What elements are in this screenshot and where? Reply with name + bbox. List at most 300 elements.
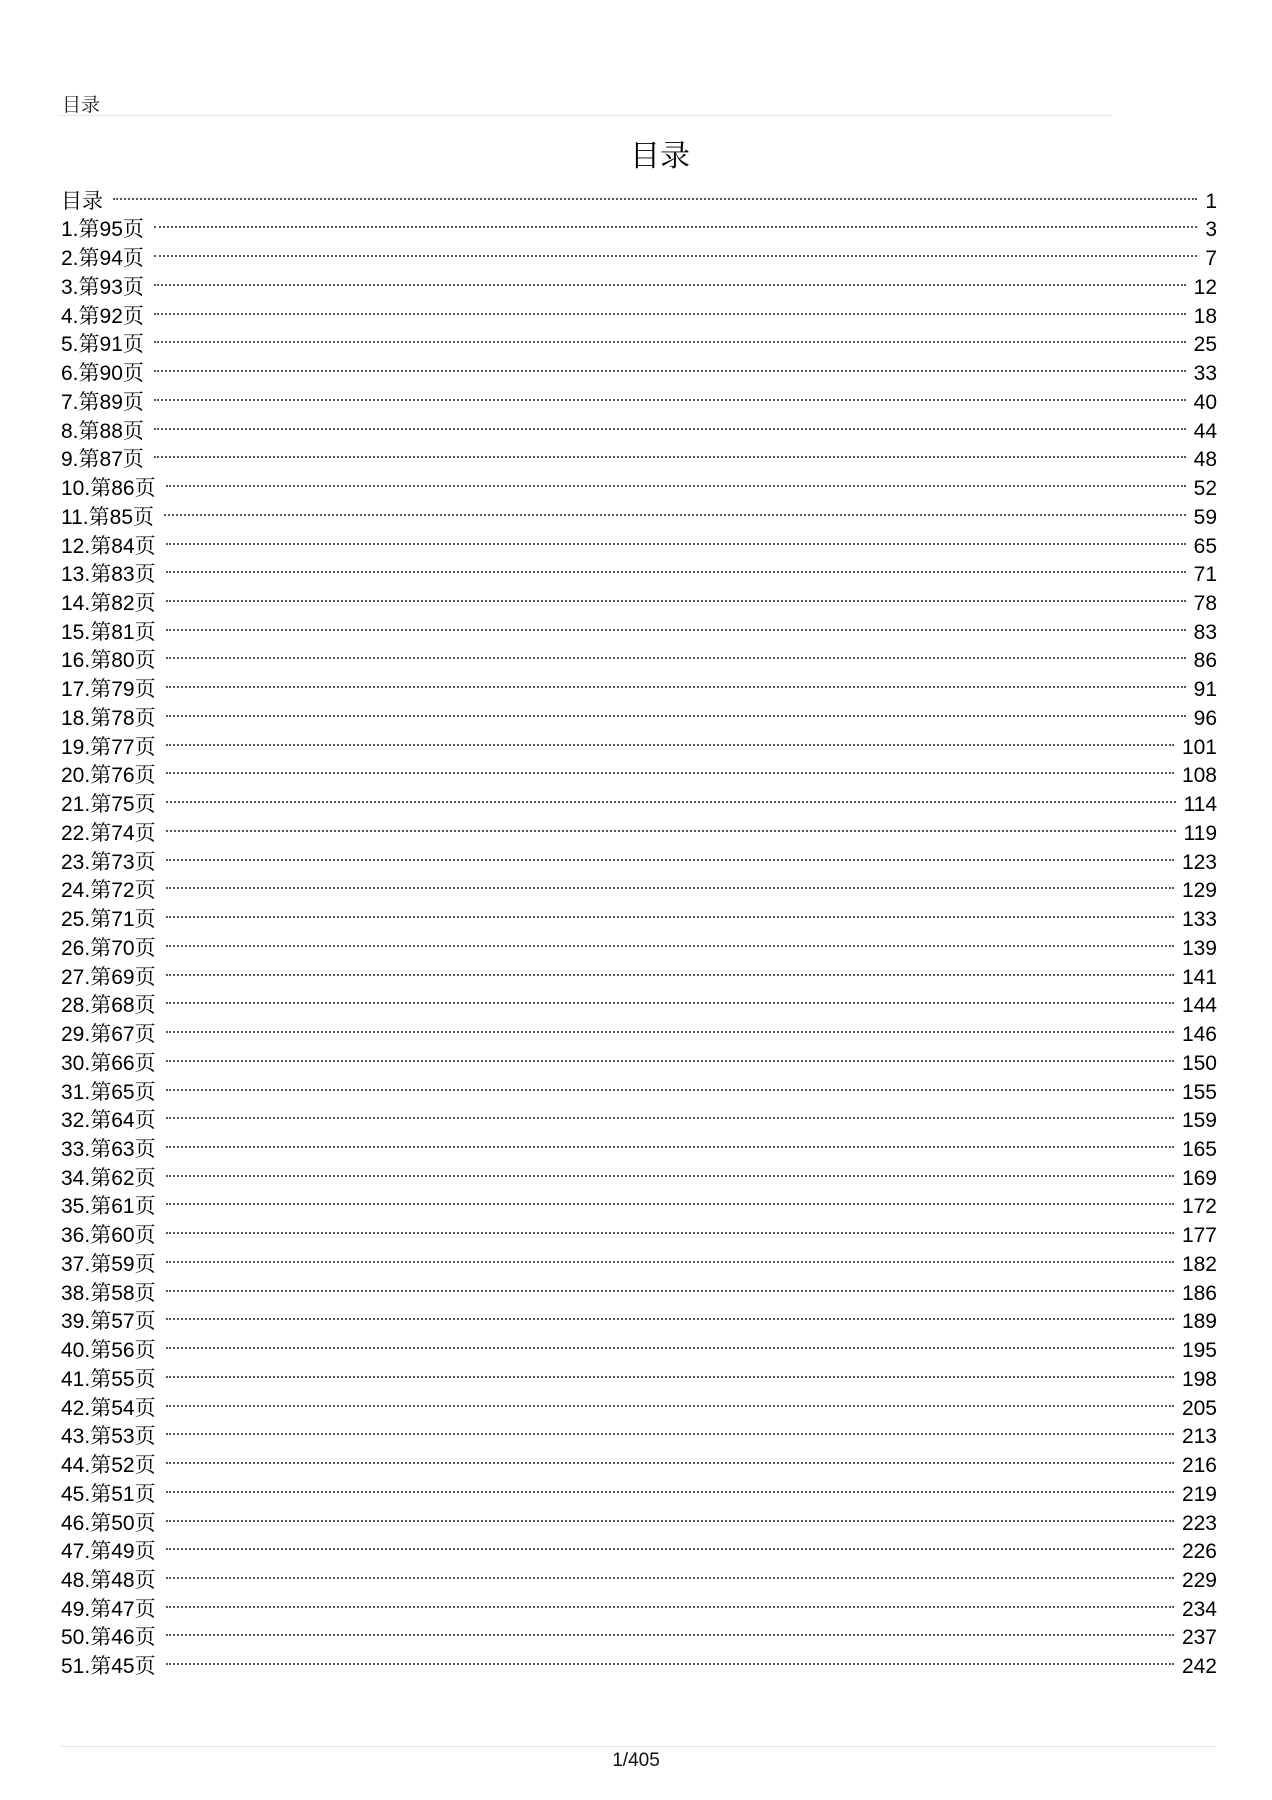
- toc-entry[interactable]: [61, 1070, 1217, 1104]
- toc-entry-page: 234: [1181, 1597, 1217, 1621]
- toc-entry-page: 237: [1181, 1626, 1217, 1650]
- toc-dot-leader: [166, 581, 1186, 610]
- toc-entry-label: [61, 359, 154, 389]
- toc-entry[interactable]: [61, 351, 1217, 386]
- toc-entry-page: 83: [1193, 620, 1217, 644]
- toc-entry-label: [61, 876, 166, 906]
- toc-dot-leader: [166, 1213, 1174, 1242]
- toc-entry-page: 123: [1181, 850, 1217, 874]
- toc-dot-leader: [166, 1185, 1174, 1214]
- toc-entry-page: 226: [1181, 1540, 1217, 1564]
- toc-entry-page: 169: [1181, 1166, 1217, 1190]
- toc-entry[interactable]: [61, 438, 1217, 472]
- toc-entry-label: [61, 503, 164, 533]
- toc-dot-leader: [154, 323, 1186, 352]
- toc-entry-text: 第77页: [90, 734, 156, 759]
- toc-entry-label: [61, 1509, 166, 1539]
- toc-dot-leader: [166, 811, 1176, 840]
- toc-entry[interactable]: [61, 1300, 1217, 1334]
- toc-entry-text: 第84页: [90, 533, 156, 558]
- toc-entry[interactable]: [61, 1386, 1217, 1420]
- toc-entry-text: 第92页: [78, 303, 144, 328]
- toc-entry-number: 49.: [61, 1597, 91, 1621]
- toc-entry-text: 第82页: [90, 591, 156, 616]
- toc-entry[interactable]: [61, 265, 1217, 299]
- toc-entry-number: 11.: [61, 505, 89, 529]
- toc-entry-label: [61, 330, 154, 360]
- toc-entry[interactable]: [61, 294, 1217, 328]
- toc-dot-leader: [166, 1386, 1174, 1415]
- toc-entry-number: 12.: [61, 534, 91, 558]
- toc-entry-label: [61, 733, 166, 763]
- toc-entry-text: 第64页: [90, 1108, 156, 1133]
- toc-entry-text: 第49页: [90, 1539, 156, 1564]
- toc-entry-page: 91: [1193, 678, 1217, 702]
- toc-entry-text: 第53页: [90, 1424, 156, 1449]
- toc-entry-page: 119: [1183, 821, 1217, 845]
- toc-entry-text: 第76页: [90, 763, 156, 788]
- toc-entry[interactable]: [61, 1012, 1217, 1047]
- toc-dot-leader: [166, 1501, 1174, 1530]
- toc-dot-leader: [166, 1127, 1174, 1156]
- toc-entry[interactable]: [61, 926, 1217, 960]
- toc-entry-number: 43.: [61, 1425, 91, 1449]
- toc-entry-label: [61, 1451, 166, 1481]
- toc-entry[interactable]: [61, 1530, 1217, 1564]
- toc-entry-label: [61, 1192, 166, 1222]
- header-divider: [60, 115, 1112, 116]
- toc-entry-page: 186: [1181, 1281, 1217, 1305]
- toc-entry-page: 172: [1181, 1195, 1217, 1219]
- toc-entry[interactable]: [61, 1127, 1217, 1161]
- toc-entry[interactable]: [61, 581, 1217, 616]
- toc-entry-text: 第89页: [78, 389, 144, 414]
- toc-entry-text: 第95页: [78, 217, 144, 242]
- toc-entry-page: 155: [1181, 1080, 1217, 1104]
- toc-entry-text: 第48页: [90, 1567, 156, 1592]
- toc-entry-page: 213: [1181, 1425, 1217, 1449]
- toc-entry-page: 144: [1181, 994, 1217, 1018]
- toc-entry-number: 50.: [61, 1626, 91, 1650]
- toc-entry[interactable]: [61, 380, 1217, 414]
- toc-entry-label: [61, 675, 166, 705]
- toc-dot-leader: [154, 236, 1197, 265]
- toc-title: 目录: [630, 139, 690, 174]
- toc-entry-label: [61, 388, 154, 418]
- toc-entry-page: 165: [1181, 1137, 1217, 1161]
- toc-entry-text: 第72页: [90, 878, 156, 903]
- toc-entry[interactable]: [61, 524, 1217, 558]
- toc-entry[interactable]: [61, 984, 1217, 1018]
- toc-entry-number: 3.: [61, 275, 79, 299]
- toc-entry-number: 13.: [61, 563, 91, 587]
- toc-entry-label: [61, 445, 154, 475]
- toc-dot-leader: [166, 1616, 1174, 1645]
- toc-entry-page: 141: [1181, 965, 1217, 989]
- toc-entry-label: [61, 1480, 166, 1510]
- toc-entry-number: 48.: [61, 1568, 91, 1592]
- toc-entry-label: [61, 244, 154, 274]
- toc-entry-number: 31.: [61, 1080, 91, 1104]
- toc-entry-number: 36.: [61, 1224, 91, 1248]
- toc-entry-number: 32.: [61, 1109, 91, 1133]
- toc-entry-label: [61, 1537, 166, 1567]
- toc-entry-page: 159: [1181, 1109, 1217, 1133]
- toc-entry-number: 4.: [61, 304, 79, 328]
- toc-dot-leader: [166, 1644, 1174, 1673]
- toc-entry-text: 第71页: [90, 907, 156, 932]
- toc-entry-page: 229: [1181, 1568, 1217, 1592]
- toc-entry-text: 第46页: [90, 1625, 156, 1650]
- toc-entry-text: 第85页: [88, 504, 154, 529]
- toc-entry[interactable]: [61, 1443, 1217, 1478]
- toc-entry-text: 第86页: [90, 476, 156, 501]
- toc-entry-number: 45.: [61, 1482, 91, 1506]
- page-number: 1/405: [612, 1750, 660, 1771]
- toc-entry-number: 17.: [61, 678, 91, 702]
- toc-entry-text: 第60页: [90, 1223, 156, 1248]
- toc-entry-number: 2.: [61, 247, 79, 271]
- toc-entry[interactable]: [61, 1616, 1217, 1650]
- toc-entry[interactable]: [61, 897, 1217, 932]
- toc-dot-leader: [166, 1587, 1174, 1616]
- toc-entry-number: 47.: [61, 1540, 91, 1564]
- toc-entry-page: 216: [1181, 1454, 1217, 1478]
- toc-entry-page: 133: [1181, 908, 1217, 932]
- toc-entry-label: [61, 704, 166, 734]
- running-header: 目录: [62, 94, 101, 116]
- toc-entry-label: [61, 302, 154, 332]
- toc-entry-text: 第62页: [90, 1165, 156, 1190]
- toc-entry-page: 44: [1193, 419, 1217, 443]
- toc-entry-label: [61, 1135, 166, 1165]
- toc-entry-page: 101: [1181, 735, 1217, 759]
- toc-entry[interactable]: [61, 725, 1217, 759]
- toc-entry-number: 51.: [61, 1655, 91, 1679]
- toc-dot-leader: [166, 1558, 1174, 1587]
- toc-dot-leader: [154, 294, 1186, 323]
- toc-dot-leader: [166, 782, 1176, 811]
- toc-dot-leader: [166, 869, 1174, 898]
- toc-entry-label: [61, 1164, 166, 1194]
- toc-entry-page: 114: [1183, 793, 1217, 817]
- toc-entry-page: 1: [1205, 189, 1217, 213]
- toc-entry-page: 71: [1193, 563, 1217, 587]
- toc-entry-text: 第56页: [90, 1338, 156, 1363]
- toc-entry-page: 219: [1181, 1482, 1217, 1506]
- toc-dot-leader: [154, 438, 1186, 467]
- toc-entry-number: 9.: [61, 448, 79, 472]
- toc-list: [61, 179, 1217, 1679]
- toc-entry-text: 第67页: [90, 1022, 156, 1047]
- toc-entry-number: 41.: [61, 1367, 91, 1391]
- toc-entry[interactable]: [61, 811, 1217, 845]
- toc-entry-label: [61, 1307, 166, 1337]
- toc-entry-label: [61, 646, 166, 676]
- toc-entry-number: 18.: [61, 706, 91, 730]
- toc-entry-text: 第74页: [90, 820, 156, 845]
- toc-entry-label: [61, 1422, 166, 1452]
- toc-entry-page: 177: [1181, 1224, 1217, 1248]
- toc-entry[interactable]: [61, 782, 1217, 817]
- toc-entry-text: 第50页: [90, 1510, 156, 1535]
- toc-entry-number: 10.: [61, 477, 91, 501]
- toc-entry[interactable]: [61, 466, 1217, 501]
- toc-entry[interactable]: [61, 1472, 1217, 1506]
- toc-entry-label: [61, 1336, 166, 1366]
- toc-entry-number: 20.: [61, 764, 91, 788]
- toc-entry-number: 28.: [61, 994, 91, 1018]
- toc-entry-label: [61, 934, 166, 964]
- toc-dot-leader: [166, 1357, 1174, 1386]
- toc-entry-page: 146: [1181, 1023, 1217, 1047]
- toc-entry[interactable]: [61, 1185, 1217, 1219]
- toc-entry[interactable]: [61, 696, 1217, 730]
- toc-entry-number: 40.: [61, 1339, 91, 1363]
- toc-entry-label: [61, 1365, 166, 1395]
- toc-dot-leader: [166, 1070, 1174, 1099]
- toc-entry-label: [61, 1652, 166, 1682]
- toc-entry-text: 第54页: [90, 1395, 156, 1420]
- toc-entry[interactable]: [61, 1099, 1217, 1133]
- toc-entry-text: 目录: [61, 188, 103, 213]
- toc-dot-leader: [113, 179, 1197, 208]
- toc-entry[interactable]: [61, 955, 1217, 989]
- toc-entry-page: 33: [1193, 362, 1217, 386]
- toc-dot-leader: [166, 553, 1186, 582]
- toc-entry[interactable]: [61, 236, 1217, 271]
- toc-entry-text: 第70页: [90, 935, 156, 960]
- toc-entry-text: 第91页: [78, 332, 144, 357]
- toc-entry-page: 12: [1193, 275, 1217, 299]
- toc-entry-label: [61, 1623, 166, 1653]
- toc-dot-leader: [166, 639, 1186, 668]
- toc-entry-page: 48: [1193, 448, 1217, 472]
- toc-entry[interactable]: [61, 1242, 1217, 1276]
- toc-entry-label: [61, 560, 166, 590]
- toc-entry[interactable]: [61, 495, 1217, 529]
- toc-dot-leader: [166, 840, 1174, 869]
- toc-dot-leader: [166, 466, 1186, 495]
- toc-entry-text: 第69页: [90, 964, 156, 989]
- toc-entry-text: 第45页: [90, 1654, 156, 1679]
- toc-entry-text: 第83页: [90, 562, 156, 587]
- toc-entry-label: [61, 1595, 166, 1625]
- toc-entry-label: [61, 532, 166, 562]
- toc-entry[interactable]: [61, 754, 1217, 788]
- toc-dot-leader: [166, 897, 1174, 926]
- toc-entry-number: 16.: [61, 649, 91, 673]
- toc-entry-number: 22.: [61, 821, 91, 845]
- toc-entry-number: 5.: [61, 333, 79, 357]
- toc-entry-page: 139: [1181, 936, 1217, 960]
- toc-entry-number: 24.: [61, 879, 91, 903]
- toc-entry-text: 第66页: [90, 1050, 156, 1075]
- toc-entry-number: 37.: [61, 1252, 91, 1276]
- toc-entry[interactable]: [61, 323, 1217, 357]
- toc-entry-page: 195: [1181, 1339, 1217, 1363]
- toc-entry-label: [61, 991, 166, 1021]
- toc-entry-text: 第88页: [78, 418, 144, 443]
- toc-entry-number: 29.: [61, 1023, 91, 1047]
- toc-entry-text: 第57页: [90, 1309, 156, 1334]
- toc-entry-number: 33.: [61, 1137, 91, 1161]
- toc-entry[interactable]: [61, 869, 1217, 903]
- toc-entry-text: 第59页: [90, 1251, 156, 1276]
- toc-entry[interactable]: [61, 1328, 1217, 1363]
- toc-entry[interactable]: [61, 1415, 1217, 1449]
- toc-dot-leader: [166, 696, 1186, 725]
- toc-entry-label: [61, 273, 154, 303]
- toc-entry[interactable]: [61, 667, 1217, 702]
- toc-entry-page: 86: [1193, 649, 1217, 673]
- toc-dot-leader: [166, 1472, 1174, 1501]
- toc-dot-leader: [166, 1530, 1174, 1559]
- toc-entry-text: 第90页: [78, 361, 144, 386]
- toc-entry-label: [61, 1078, 166, 1108]
- toc-dot-leader: [166, 955, 1174, 984]
- toc-entry-number: 7.: [61, 390, 79, 414]
- toc-entry-text: 第78页: [90, 705, 156, 730]
- toc-entry[interactable]: [61, 1041, 1217, 1075]
- toc-entry-page: 108: [1181, 764, 1217, 788]
- toc-entry-page: 3: [1205, 218, 1217, 242]
- toc-dot-leader: [166, 754, 1174, 783]
- toc-entry-text: 第68页: [90, 993, 156, 1018]
- toc-entry-text: 第51页: [90, 1481, 156, 1506]
- toc-entry-page: 198: [1181, 1367, 1217, 1391]
- toc-dot-leader: [166, 1415, 1174, 1444]
- toc-entry-number: 30.: [61, 1051, 91, 1075]
- toc-entry-page: 150: [1181, 1051, 1217, 1075]
- toc-entry[interactable]: [61, 1213, 1217, 1248]
- toc-entry-label: [61, 187, 113, 217]
- toc-entry-label: [61, 1566, 166, 1596]
- toc-entry[interactable]: [61, 639, 1217, 673]
- toc-entry-label: [61, 474, 166, 504]
- toc-dot-leader: [166, 1443, 1174, 1472]
- toc-entry-number: 15.: [61, 620, 91, 644]
- toc-entry-page: 189: [1181, 1310, 1217, 1334]
- toc-entry-text: 第73页: [90, 849, 156, 874]
- toc-dot-leader: [154, 409, 1186, 438]
- toc-dot-leader: [166, 984, 1174, 1013]
- toc-dot-leader: [166, 1271, 1174, 1300]
- toc-dot-leader: [166, 1242, 1174, 1271]
- toc-dot-leader: [166, 667, 1186, 696]
- toc-entry-number: 38.: [61, 1281, 91, 1305]
- toc-entry-label: [61, 790, 166, 820]
- toc-entry-number: 44.: [61, 1454, 91, 1478]
- toc-entry-page: 182: [1181, 1252, 1217, 1276]
- toc-entry[interactable]: [61, 208, 1217, 242]
- toc-entry-text: 第55页: [90, 1366, 156, 1391]
- toc-entry[interactable]: [61, 1357, 1217, 1391]
- toc-entry-number: 39.: [61, 1310, 91, 1334]
- toc-entry-page: 129: [1181, 879, 1217, 903]
- toc-entry[interactable]: [61, 840, 1217, 874]
- toc-entry-label: [61, 417, 154, 447]
- toc-entry-text: 第81页: [90, 619, 156, 644]
- toc-entry-page: 65: [1193, 534, 1217, 558]
- toc-entry-number: 23.: [61, 850, 91, 874]
- toc-entry-number: 19.: [61, 735, 91, 759]
- toc-entry-page: 18: [1193, 304, 1217, 328]
- toc-entry-label: [61, 1106, 166, 1136]
- toc-dot-leader: [154, 351, 1186, 380]
- toc-entry-number: 35.: [61, 1195, 91, 1219]
- toc-entry-label: [61, 1221, 166, 1251]
- toc-entry-text: 第94页: [78, 246, 144, 271]
- toc-entry[interactable]: [61, 1156, 1217, 1190]
- toc-entry-text: 第61页: [90, 1194, 156, 1219]
- toc-entry-label: [61, 1049, 166, 1079]
- toc-dot-leader: [154, 380, 1186, 409]
- toc-entry[interactable]: [61, 409, 1217, 443]
- toc-entry-text: 第80页: [90, 648, 156, 673]
- toc-entry[interactable]: [61, 1558, 1217, 1592]
- toc-entry-label: [61, 1020, 166, 1050]
- toc-entry-label: [61, 1279, 166, 1309]
- toc-entry-label: [61, 761, 166, 791]
- toc-entry-text: 第79页: [90, 677, 156, 702]
- toc-dot-leader: [154, 208, 1197, 237]
- toc-dot-leader: [166, 926, 1174, 955]
- toc-entry-page: 40: [1193, 390, 1217, 414]
- toc-entry[interactable]: [61, 1501, 1217, 1535]
- toc-entry-page: 59: [1193, 505, 1217, 529]
- toc-entry-label: [61, 963, 166, 993]
- toc-entry-number: 27.: [61, 965, 91, 989]
- toc-entry-number: 8.: [61, 419, 79, 443]
- toc-dot-leader: [154, 265, 1186, 294]
- toc-entry-page: 223: [1181, 1511, 1217, 1535]
- toc-dot-leader: [166, 1012, 1174, 1041]
- toc-entry-number: 21.: [61, 793, 91, 817]
- toc-entry[interactable]: [61, 1644, 1217, 1679]
- toc-entry-text: 第58页: [90, 1280, 156, 1305]
- toc-entry-page: 205: [1181, 1396, 1217, 1420]
- toc-entry-label: [61, 618, 166, 648]
- footer-divider: [60, 1746, 1216, 1747]
- toc-entry-text: 第52页: [90, 1453, 156, 1478]
- toc-dot-leader: [166, 1156, 1174, 1185]
- toc-entry-text: 第65页: [90, 1079, 156, 1104]
- toc-entry-label: [61, 905, 166, 935]
- toc-entry-page: 78: [1193, 592, 1217, 616]
- toc-entry-number: 26.: [61, 936, 91, 960]
- toc-entry-page: 96: [1193, 706, 1217, 730]
- toc-entry-label: [61, 589, 166, 619]
- toc-entry-text: 第75页: [90, 792, 156, 817]
- toc-entry-text: 第47页: [90, 1596, 156, 1621]
- toc-entry-page: 25: [1193, 333, 1217, 357]
- toc-entry-page: 7: [1205, 247, 1217, 271]
- toc-dot-leader: [166, 1328, 1174, 1357]
- toc-entry[interactable]: [61, 553, 1217, 587]
- toc-entry[interactable]: [61, 179, 1217, 213]
- toc-entry[interactable]: [61, 1587, 1217, 1621]
- toc-entry-number: 14.: [61, 592, 91, 616]
- toc-entry-number: 42.: [61, 1396, 91, 1420]
- toc-entry[interactable]: [61, 610, 1217, 644]
- toc-entry-label: [61, 215, 154, 245]
- toc-entry-label: [61, 1394, 166, 1424]
- toc-entry-number: 25.: [61, 908, 91, 932]
- toc-entry[interactable]: [61, 1271, 1217, 1305]
- toc-entry-number: 34.: [61, 1166, 91, 1190]
- toc-entry-label: [61, 848, 166, 878]
